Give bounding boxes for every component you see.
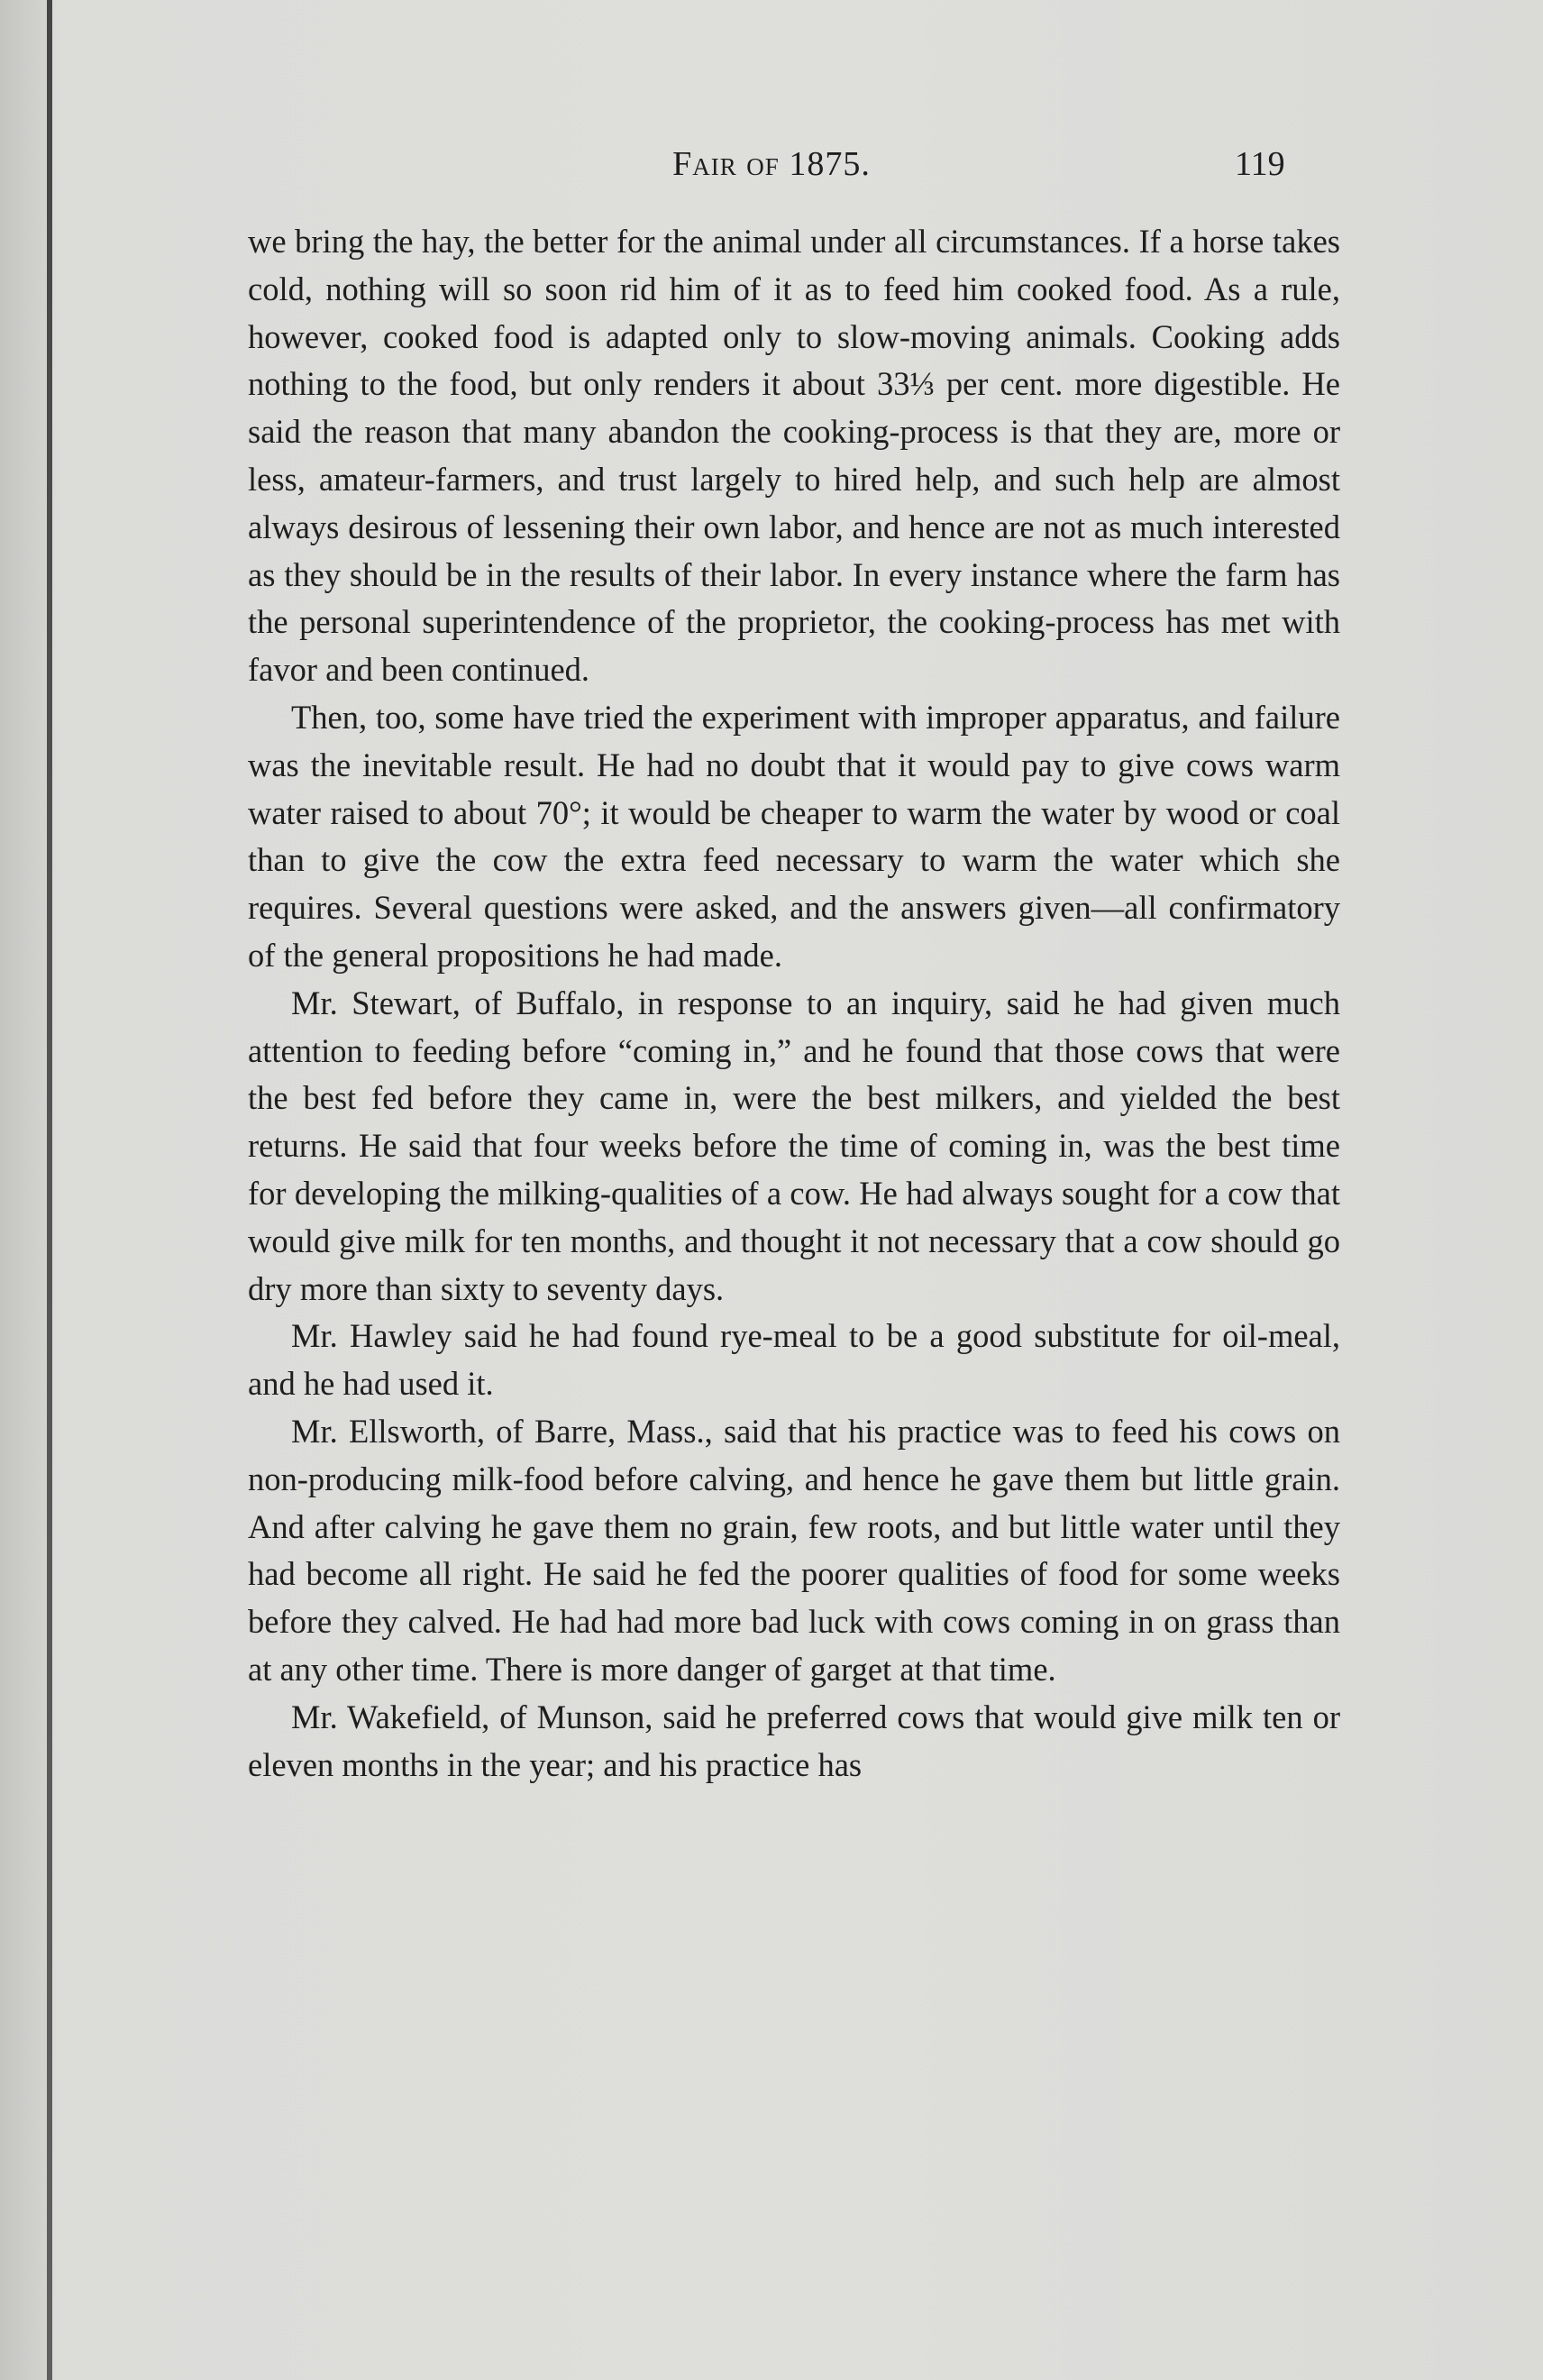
running-head-title: Fair of 1875.: [672, 145, 871, 183]
paragraph-3: Mr. Stewart, of Buffalo, in response to an inquiry, said he had given much attention to feeding before “coming in,” and he found that those cows that were the best fed before they came in, were the best milkers, and yielded the best returns. He said that four weeks before the time of coming in, was the best time for developing the milking-qualities of a cow. He had always sought for a cow that would give milk for ten months, and thought it not necessary that a cow should go dry more than sixty to seventy days.: [248, 984, 1340, 1307]
running-head: [0, 144, 1543, 198]
binding-shadow: [0, 0, 47, 2380]
paragraph-6: Mr. Wakefield, of Munson, said he preferred cows that would give milk ten or eleven months in the year; and his practice has: [248, 1698, 1340, 1783]
body-text: [248, 218, 1340, 1789]
paragraph-2: Then, too, some have tried the experiment with improper apparatus, and failure was the inevitable result. He had no doubt that it would pay to give cows warm water raised to about 70°; it would be cheaper to warm the water by wood or coal than to give the cow the extra feed necessary to warm the water which she requires. Several questions were asked, and the answers given—all confirmatory of the general propositions he had made.: [248, 698, 1340, 974]
paragraph-1: we bring the hay, the better for the animal under all circumstances. If a horse takes cold, nothing will so soon rid him of it as to feed him cooked food. As a rule, however, cooked food is adapted only to slow-moving animals. Cooking adds nothing to the food, but only renders it about 33⅓ per cent. more digestible. He said the reason that many abandon the cooking-process is that they are, more or less, amateur-farmers, and trust largely to hired help, and such help are almost always desirous of lessening their own labor, and hence are not as much interested as they should be in the results of their labor. In every instance where the farm has the personal superintendence of the proprietor, the cooking-process has met with favor and been continued.: [248, 223, 1340, 689]
binding-edge: [47, 0, 52, 2380]
paragraph-4: Mr. Hawley said he had found rye-meal to be a good substitute for oil-meal, and he had used it.: [248, 1317, 1340, 1403]
page-number: 119: [1235, 145, 1285, 183]
paragraph-5: Mr. Ellsworth, of Barre, Mass., said that his practice was to feed his cows on non-producing milk-food before calving, and hence he gave them but little grain. And after calving he gave them no grain, few roots, and but little water until they had become all right. He said he fed the poorer qualities of food for some weeks before they calved. He had had more bad luck with cows coming in on grass than at any other time. There is more danger of garget at that time.: [248, 1412, 1340, 1688]
